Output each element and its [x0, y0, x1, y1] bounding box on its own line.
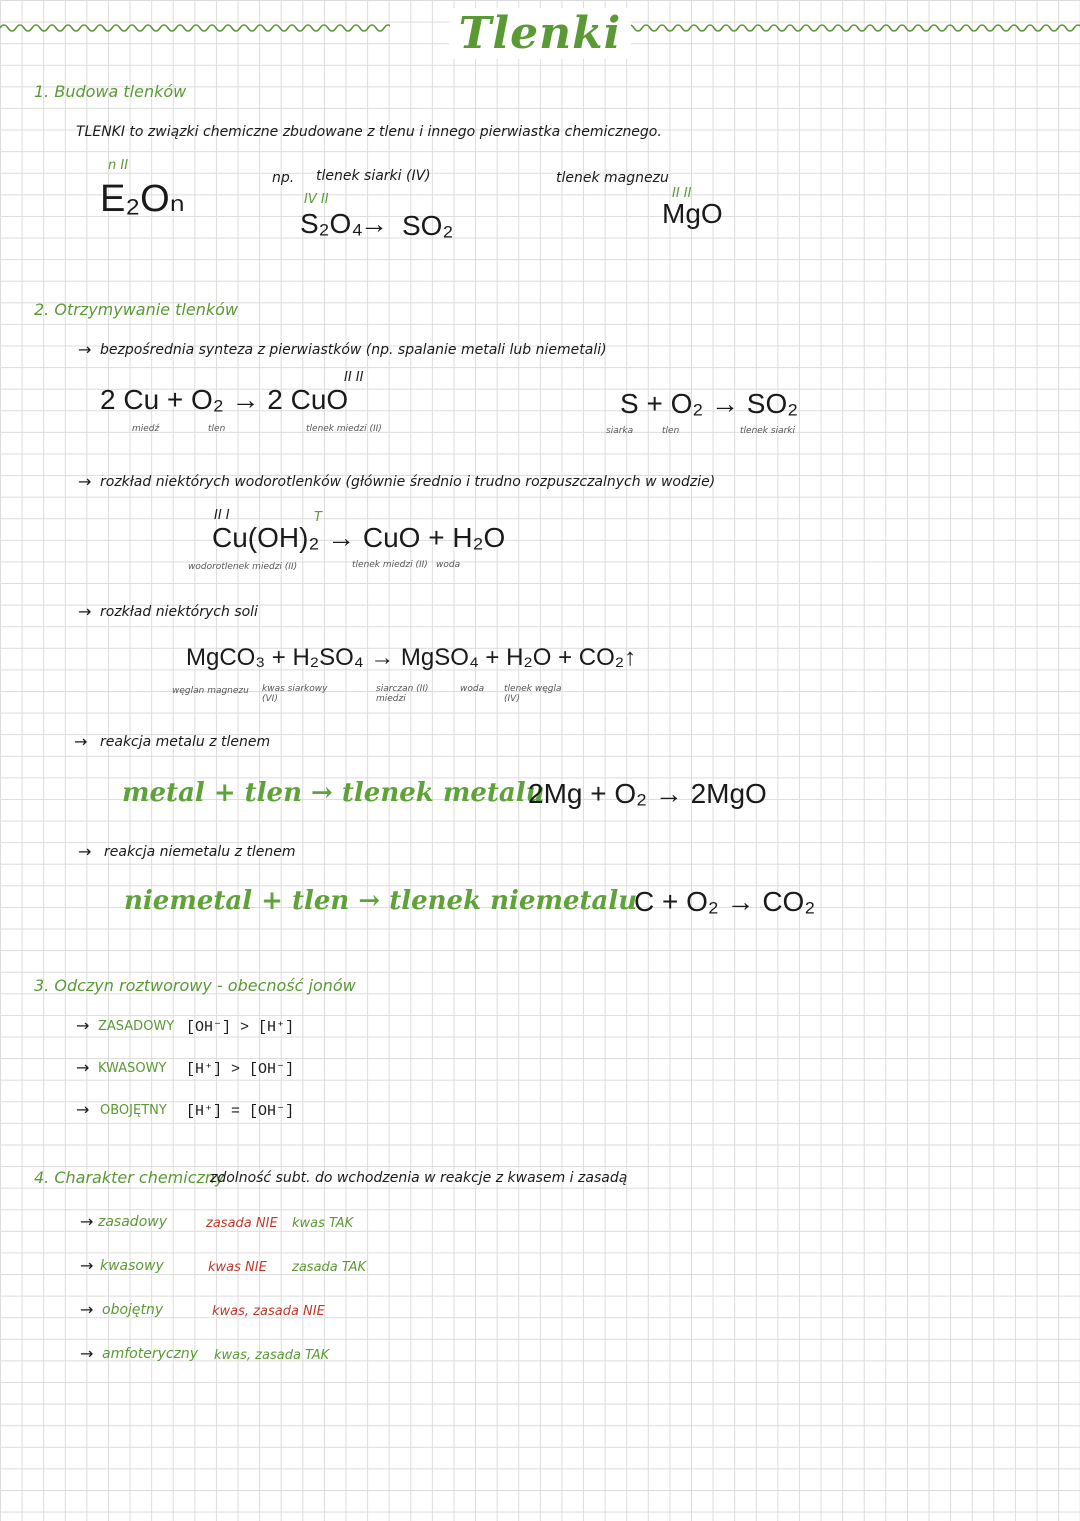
method2-arrow-mark: T — [314, 510, 322, 525]
definition-text: TLENKI to związki chemiczne zbudowane z tlenu i innego pierwiastka chemicznego. — [76, 124, 662, 140]
method3-caption-sulfate: siarczan (II) miedzi — [376, 684, 429, 704]
method3-caption-co2: tlenek węgla (IV) — [504, 684, 562, 704]
example2-name: tlenek magnezu — [556, 170, 669, 186]
section4-heading: 4. Charakter chemiczny — [34, 1168, 225, 1187]
bullet-arrow-icon: → — [76, 1058, 90, 1077]
odczyn-kwasowy-label: KWASOWY — [98, 1061, 167, 1076]
odczyn-obojetny-label: OBOJĘTNY — [100, 1103, 167, 1118]
odczyn-obojetny-rule: [H⁺] = [OH⁻] — [186, 1103, 295, 1120]
method2-caption-oxide: tlenek miedzi (II) — [352, 560, 428, 570]
charakter-kwasowy-yes: zasada TAK — [292, 1260, 367, 1275]
example1-arrow: → — [360, 208, 388, 239]
method1-label: bezpośrednia synteza z pierwiastków (np. spalanie metali lub niemetali) — [100, 342, 607, 358]
method1-eq2: S + O₂ → SO₂ — [620, 388, 799, 419]
method2-caption-water: woda — [436, 560, 461, 570]
method2-caption-hydroxide: wodorotlenek miedzi (II) — [188, 562, 298, 572]
bullet-arrow-icon: → — [74, 732, 88, 751]
section1-heading: 1. Budowa tlenków — [34, 82, 187, 101]
example2-valence: II II — [672, 186, 692, 201]
method4-eq: 2Mg + O₂ → 2MgO — [528, 778, 767, 809]
method2-eq: Cu(OH)₂ → CuO + H₂O — [212, 522, 506, 553]
bullet-arrow-icon: → — [78, 340, 92, 359]
bullet-arrow-icon: → — [78, 472, 92, 491]
charakter-amfoteryczny-label: amfoteryczny — [102, 1346, 199, 1362]
example1-result: SO₂ — [402, 210, 454, 241]
method3-label: rozkład niektórych soli — [100, 604, 258, 620]
method5-eq: C + O₂ → CO₂ — [634, 886, 816, 917]
charakter-kwasowy-label: kwasowy — [100, 1258, 164, 1274]
section4-definition: zdolność subt. do wchodzenia w reakcje z kwasem i zasadą — [210, 1170, 628, 1186]
charakter-amfoteryczny-yes: kwas, zasada TAK — [214, 1348, 330, 1363]
method3-caption-water: woda — [460, 684, 485, 694]
charakter-zasadowy-label: zasadowy — [98, 1214, 167, 1230]
charakter-obojetny-no: kwas, zasada NIE — [212, 1304, 325, 1319]
odczyn-zasadowy-rule: [OH⁻] > [H⁺] — [186, 1019, 295, 1036]
bullet-arrow-icon: → — [76, 1016, 90, 1035]
bullet-arrow-icon: → — [76, 1100, 90, 1119]
method3-eq: MgCO₃ + H₂SO₄ → MgSO₄ + H₂O + CO₂↑ — [186, 644, 637, 671]
method3-caption-acid: kwas siarkowy (VI) — [262, 684, 328, 704]
charakter-obojetny-label: obojętny — [102, 1302, 164, 1318]
method5-label: reakcja niemetalu z tlenem — [104, 844, 296, 860]
eq1-caption-product: tlenek miedzi (II) — [306, 424, 382, 434]
example1-valence: IV II — [304, 192, 329, 207]
example2-formula: MgO — [662, 198, 723, 229]
eq2-caption-product: tlenek siarki — [740, 426, 795, 436]
bullet-arrow-icon: → — [78, 842, 92, 861]
method4-word-eq: metal + tlen → tlenek metalu — [122, 778, 545, 808]
general-formula-valence: n II — [108, 158, 129, 173]
bullet-arrow-icon: → — [78, 602, 92, 621]
method4-label: reakcja metalu z tlenem — [100, 734, 271, 750]
bullet-arrow-icon: → — [80, 1256, 94, 1275]
bullet-arrow-icon: → — [80, 1300, 94, 1319]
example-prefix: np. — [272, 170, 295, 186]
charakter-zasadowy-yes: kwas TAK — [292, 1216, 354, 1231]
method2-valence: II I — [214, 508, 230, 523]
section3-heading: 3. Odczyn roztworowy - obecność jonów — [34, 976, 356, 995]
example1-formula: S₂O₄ — [300, 208, 363, 239]
section2-heading: 2. Otrzymywanie tlenków — [34, 300, 238, 319]
eq1-caption-oxygen: tlen — [208, 424, 226, 434]
charakter-kwasowy-no: kwas NIE — [208, 1260, 267, 1275]
eq1-caption-copper: miedź — [132, 424, 160, 434]
bullet-arrow-icon: → — [80, 1344, 94, 1363]
odczyn-zasadowy-label: ZASADOWY — [98, 1019, 175, 1034]
method1-eq1: 2 Cu + O₂ → 2 CuO — [100, 384, 349, 415]
eq2-caption-sulfur: siarka — [606, 426, 634, 436]
method3-caption-carbonate: węglan magnezu — [172, 686, 249, 696]
bullet-arrow-icon: → — [80, 1212, 94, 1231]
method2-label: rozkład niektórych wodorotlenków (głównie średnio i trudno rozpuszczalnych w wodzie) — [100, 474, 716, 490]
eq2-caption-oxygen: tlen — [662, 426, 680, 436]
odczyn-kwasowy-rule: [H⁺] > [OH⁻] — [186, 1061, 295, 1078]
method5-word-eq: niemetal + tlen → tlenek niemetalu — [124, 886, 638, 916]
method1-eq1-valence: II II — [344, 370, 364, 385]
general-formula: E₂Oₙ — [100, 178, 185, 220]
charakter-zasadowy-no: zasada NIE — [206, 1216, 278, 1231]
example1-name: tlenek siarki (IV) — [316, 168, 431, 184]
page-title: Tlenki — [0, 8, 1080, 59]
